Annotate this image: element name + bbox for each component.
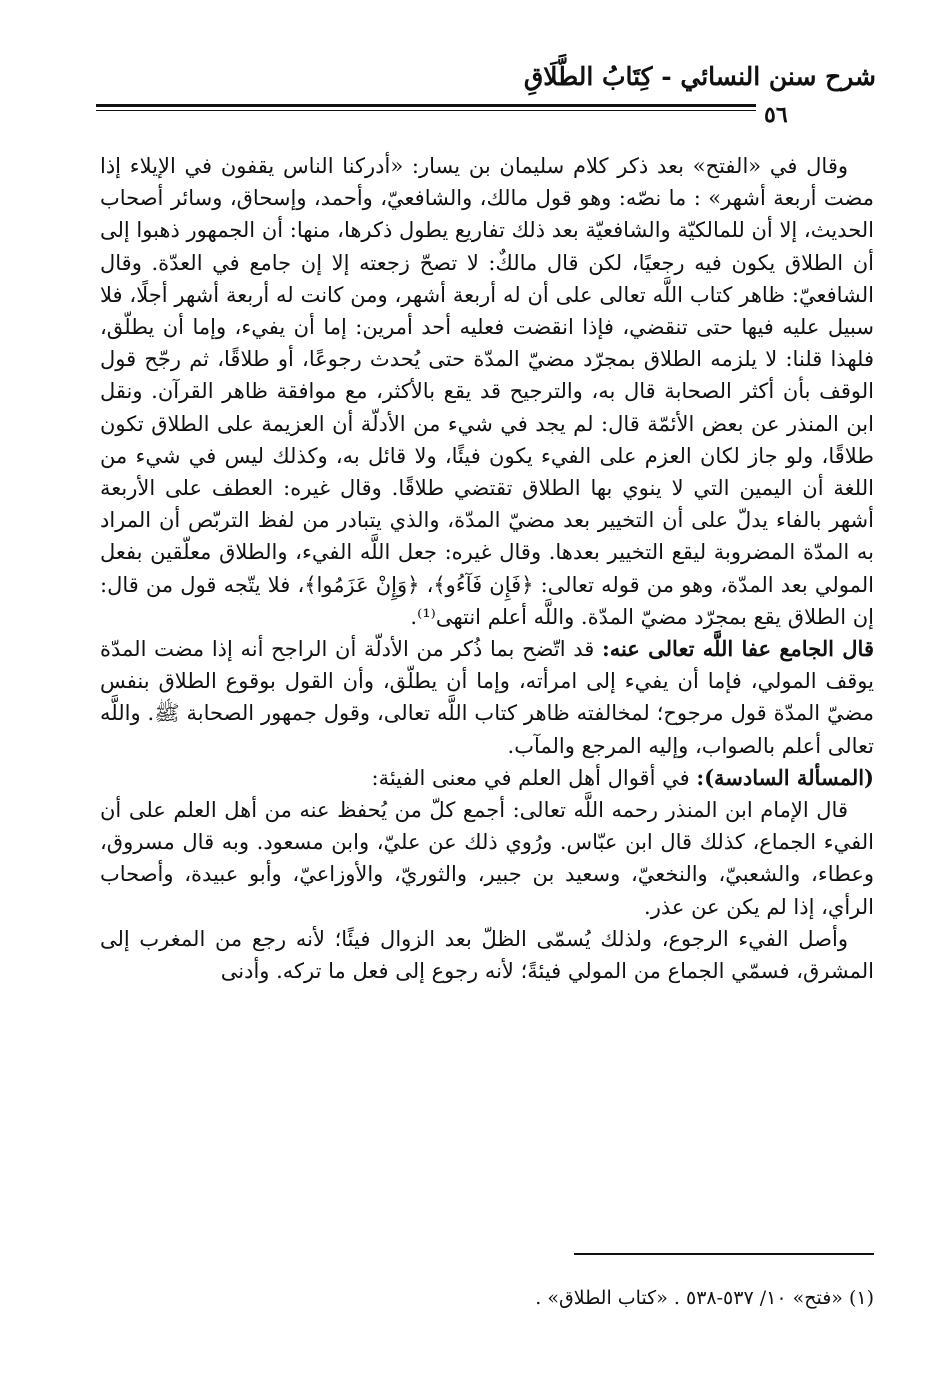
section-heading-text: في أقوال أهل العلم في معنى الفيئة:	[371, 765, 697, 790]
running-title: شرح سنن النسائي - كِتَابُ الطَّلَاقِ	[523, 62, 876, 91]
paragraph-2-heading: قال الجامع عفا اللَّه تعالى عنه:	[601, 636, 874, 662]
paragraph-4: قال الإمام ابن المنذر رحمه اللَّه تعالى: أجمع كلّ من يُحفظ عنه من أهل العلم على أن الفيء الجماع، كذلك قال ابن عبّاس. ورُوي ذلك عن عليّ، وابن مسعود. وبه قال مسروق، وعطاء، والشعبيّ، والنخعيّ، وسعيد بن جبير، والثوريّ، والأوزاعيّ، وأبو عبيدة، وأصحاب الرأي، إذا لم يكن عن عذر.	[100, 798, 874, 919]
paragraph-5: وأصل الفيء الرجوع، ولذلك يُسمّى الظلّ بعد الزوال فيئًا؛ لأنه رجع من المغرب إلى المشرق، فسمّي الجماع من المولي فيئةً؛ لأنه رجوع إلى فعل ما تركه. وأدنى	[100, 926, 874, 984]
paragraph-2-text: قد اتّضح بما ذُكر من الأدلّة أن الراجح أنه إذا مضت المدّة يوقف المولي، فإما أن يفيء إلى امرأته، وإما أن يطلّق، وأن القول بوقوع الطلاق بنفس مضيّ المدّة قول مرجوح؛ لمخالفته ظاهر كتاب اللَّه تعالى، وقول جمهور الصحابة ﷺ. واللَّه تعالى أعلم بالصواب، وإليه المرجع والمآب.	[100, 637, 874, 758]
header-rule-thin	[96, 110, 756, 111]
page-number: ٥٦	[764, 102, 788, 128]
paragraph-3	[100, 762, 874, 794]
footnote-separator	[574, 1253, 874, 1255]
paragraph-2	[100, 633, 874, 762]
page-header	[96, 62, 876, 152]
section-heading: (المسألة السادسة):	[696, 764, 874, 790]
paragraph-1: وقال في «الفتح» بعد ذكر كلام سليمان بن يسار: «أدركنا الناس يقفون في الإيلاء إذا مضت أربعة أشهر» : ما نصّه: وهو قول مالك، والشافعيّ، وأحمد، وإسحاق، وسائر أصحاب الحديث، إلا أن للمالكيّة والشافعيّة بعد ذلك تفاريع يطول ذكرها، منها: أن الجمهور ذهبوا إلى أن الطلاق يكون فيه رجعيًا، لكن قال مالكٌ: لا تصحّ زجعته إلا إن جامع في العدّة. وقال الشافعيّ: ظاهر كتاب اللَّه تعالى على أن له أربعة أشهر، ومن كانت له أربعة أشهر أجلًا، فلا سبيل عليه فيها حتى تنقضي، فإذا انقضت فعليه أحد أمرين: إما أن يفيء، وإما أن يطلّق، فلهذا قلنا: لا يلزمه الطلاق بمجرّد مضيّ المدّة حتى يُحدث رجوعًا، أو طلاقًا، ثم رجّح قول الوقف بأن أكثر الصحابة قال به، والترجيح قد يقع بالأكثر، مع موافقة ظاهر القرآن. ونقل ابن المنذر عن بعض الأئمّة قال: لم يجد في شيء من الأدلّة أن العزيمة على الطلاق تكون طلاقًا، ولو جاز لكان العزم على الفيء يكون فيئًا، ولا قائل به، وكذلك ليس في شيء من اللغة أن اليمين التي لا ينوي بها الطلاق تقتضي طلاقًا. وقال غيره: العطف على الأربعة أشهر بالفاء يدلّ على أن التخيير بعد مضيّ المدّة، والذي يتبادر من لفظ التربّص أن المراد به المدّة المضروبة ليقع التخيير بعدها. وقال غيره: جعل اللَّه الفيء، والطلاق معلّقين بفعل المولي بعد المدّة، وهو من قوله تعالى: ﴿فَإِن فَآءُو﴾، ﴿وَإِنْ عَزَمُوا﴾، فلا يتّجه قول من قال: إن الطلاق يقع بمجرّد مضيّ المدّة. واللَّه أعلم انتهى⁽¹⁾.	[100, 154, 874, 629]
main-text	[100, 150, 874, 987]
header-rule-thick	[96, 104, 756, 107]
footnote: (١) «فتح» ١٠/ ٥٣٧-٥٣٨ . «كتاب الطلاق» .	[535, 1287, 874, 1309]
